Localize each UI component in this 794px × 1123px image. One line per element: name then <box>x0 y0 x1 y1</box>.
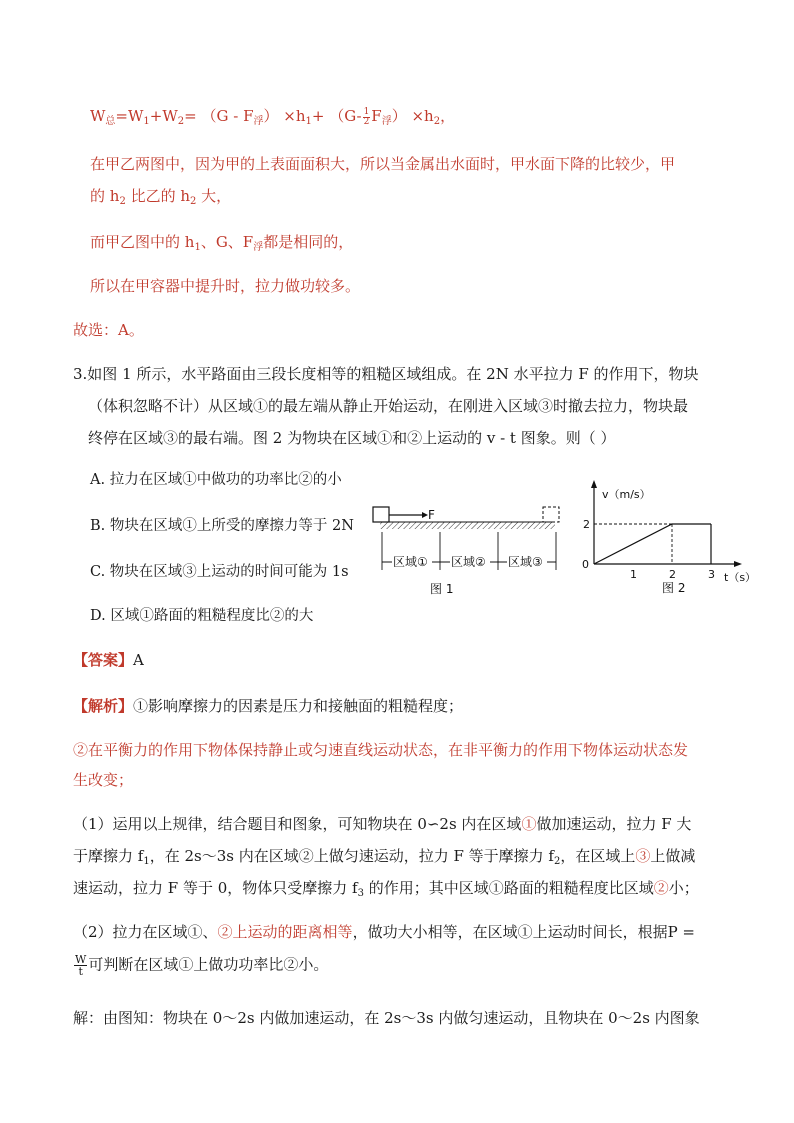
subscript: 2 <box>554 856 561 867</box>
region-1-label: 区域① <box>393 555 428 569</box>
subscript: 2 <box>190 196 197 207</box>
formula-text: ， <box>440 107 456 125</box>
text: 速运动，拉力 F 等于 0，物体只受摩擦力 f <box>73 879 358 897</box>
y-tick-label: 2 <box>583 518 590 531</box>
text: ③ <box>635 847 651 865</box>
choice-line: 故选：A。 <box>73 321 144 339</box>
velocity-series-line <box>594 524 711 564</box>
chart-series <box>594 524 711 564</box>
analysis-line <box>73 922 695 942</box>
analysis-line <box>73 814 691 834</box>
figure-1-caption: 图 1 <box>430 582 454 596</box>
text: 比乙的 h <box>125 187 191 205</box>
block-start <box>373 507 389 522</box>
text: （2）拉力在区域①、 <box>73 923 218 941</box>
y-axis-label: v（m/s） <box>602 488 651 501</box>
text: 大， <box>196 187 232 205</box>
force-label: F <box>428 508 435 522</box>
text: 、G、F <box>200 233 254 251</box>
text: ，在 2s～3s 内在区域②上做匀速运动，拉力 F 等于摩擦力 f <box>149 847 554 865</box>
formula-sub: 浮 <box>253 116 264 127</box>
option-a: A. 拉力在区域①中做功的功率比②的小 <box>90 472 342 488</box>
text: ②上运动的距离相等 <box>217 923 353 941</box>
formula-text: =W <box>115 107 144 125</box>
road-surface <box>380 522 555 529</box>
subscript: 3 <box>357 888 364 899</box>
option-d: D. 区域①路面的粗糙程度比②的大 <box>90 608 314 624</box>
x-axis-label: t（s） <box>724 571 757 584</box>
text: 做加速运动，拉力 F 大 <box>536 815 692 833</box>
formula-text: W <box>90 107 106 125</box>
formula-text: = （G - F <box>184 107 254 125</box>
analysis-line <box>73 846 695 872</box>
x-tick-label: 3 <box>708 568 715 581</box>
formula-sub: 总 <box>105 116 116 127</box>
y-axis-arrow <box>591 480 597 488</box>
text: 可判断在区域①上做功功率比②小。 <box>88 955 329 974</box>
text: 的作用；其中区域①路面的粗糙程度比区域 <box>363 879 654 897</box>
subscript: 1 <box>194 242 201 253</box>
subscript: 2 <box>119 196 126 207</box>
text: （1）运用以上规律，结合题目和图象，可知物块在 0∽2s 内在区域 <box>73 815 522 833</box>
answer-line <box>73 650 144 670</box>
text: ①影响摩擦力的因素是压力和接触面的粗糙程度； <box>133 697 464 715</box>
question-line: 终停在区域③的最右端。图 2 为物块在区域①和②上运动的 v - t 图象。则（ ） <box>88 429 616 447</box>
figure-1 <box>370 500 570 600</box>
fraction-denominator: t <box>78 965 83 978</box>
question-line: 3.如图 1 所示，水平路面由三段长度相等的粗糙区域组成。在 2N 水平拉力 F 的作用下，物块 <box>73 365 699 383</box>
region-2-label: 区域② <box>451 555 486 569</box>
text: 都是相同的， <box>263 233 354 251</box>
chart-ticks <box>582 518 715 581</box>
analysis-line: 生改变； <box>73 771 134 789</box>
text: ① <box>521 815 537 833</box>
work-formula <box>90 106 455 132</box>
analysis-line: ②在平衡力的作用下物体保持静止或匀速直线运动状态，在非平衡力的作用下物体运动状态发 <box>73 741 689 759</box>
text: 的 h <box>90 187 120 205</box>
explanation-line: 所以在甲容器中提升时，拉力做功较多。 <box>90 277 361 295</box>
formula-sub: 1 <box>143 116 150 127</box>
formula-text: + （G- <box>311 107 362 125</box>
block-end <box>543 507 559 522</box>
text: 在甲乙两图中，因为甲的上表面面积大，所以当金属出水面时，甲水面下降的比较少，甲 <box>90 155 676 173</box>
formula-text: ） ×h <box>391 107 434 125</box>
fraction-numerator: W <box>75 953 87 966</box>
region-3-label: 区域③ <box>508 555 543 569</box>
text: ② <box>653 879 669 897</box>
fraction-numerator: 1 <box>363 106 370 117</box>
analysis-line <box>73 954 328 977</box>
subscript: 1 <box>143 856 150 867</box>
option-c: C. 物块在区域③上运动的时间可能为 1s <box>90 564 349 580</box>
fraction-half <box>363 108 371 127</box>
text: 于摩擦力 f <box>73 847 144 865</box>
explanation-line <box>90 232 353 258</box>
option-b: B. 物块在区域①上所受的摩擦力等于 2N <box>90 518 354 534</box>
formula-sub: 浮 <box>381 116 392 127</box>
question-line: （体积忽略不计）从区域①的最左端从静止开始运动，在刚进入区域③时撤去拉力，物块最 <box>88 397 689 415</box>
analysis-line <box>73 696 463 716</box>
figure-2-vt-chart <box>576 478 776 600</box>
text: ，做功大小相等，在区域①上运动时间长，根据P = <box>352 923 695 941</box>
formula-text: ） ×h <box>263 107 306 125</box>
text: 上做减 <box>650 847 696 865</box>
fraction-denominator: 2 <box>363 116 370 127</box>
x-tick-label: 2 <box>669 568 676 581</box>
subscript: 浮 <box>253 242 264 253</box>
analysis-line <box>73 878 699 904</box>
x-tick-label: 0 <box>582 558 589 571</box>
x-axis-arrow <box>734 561 742 567</box>
formula-sub: 2 <box>433 116 441 127</box>
explanation-line <box>90 154 675 174</box>
answer-label: 【答案】 <box>73 651 134 669</box>
formula-sub: 2 <box>177 116 185 127</box>
explanation-line <box>90 186 231 212</box>
text: 而甲乙图中的 h <box>90 233 195 251</box>
formula-text: F <box>371 107 382 125</box>
formula-text: +W <box>149 107 178 125</box>
answer-value: A <box>133 651 144 669</box>
figure-2-caption: 图 2 <box>662 581 686 595</box>
text: 小； <box>668 879 699 897</box>
x-tick-label: 1 <box>630 568 637 581</box>
formula-sub: 1 <box>305 116 312 127</box>
text: ，在区域上 <box>560 847 636 865</box>
solution-line: 解：由图知：物块在 0～2s 内做加速运动，在 2s～3s 内做匀速运动，且物块在 0～2s 内图象 <box>73 1009 700 1027</box>
analysis-label: 【解析】 <box>73 697 134 715</box>
fraction-w-over-t <box>74 954 87 977</box>
